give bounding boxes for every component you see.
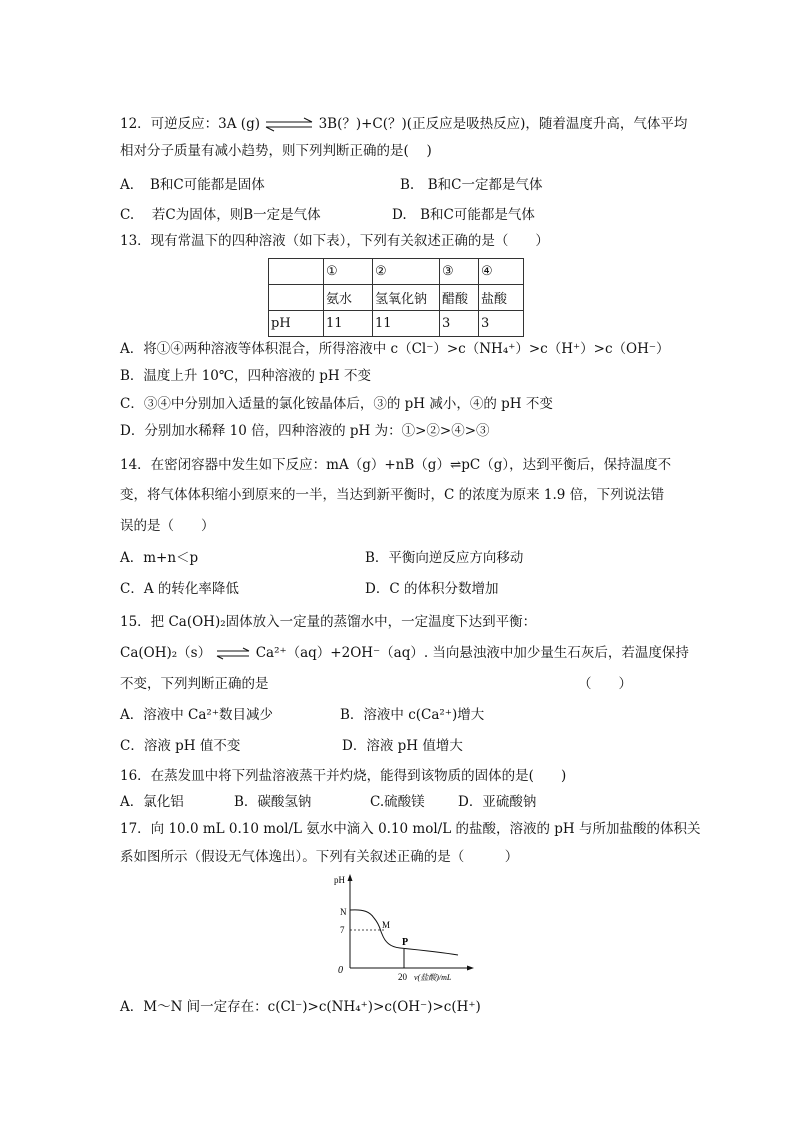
q15-equation-left: Ca(OH)₂（s） <box>120 645 212 661</box>
q12-stem-part2: 3B(？)+C(？)(正反应是吸热反应)，随着温度升高，气体平均 <box>318 116 688 132</box>
q12-stem-part1: 12．可逆反应：3A (g) <box>120 116 260 132</box>
q13-option-a: A．将①④两种溶液等体积混合，所得溶液中 c（Cl⁻）>c（NH₄⁺）>c（H⁺）>c（OH⁻） <box>120 341 670 357</box>
table-cell: ③ <box>440 259 479 285</box>
table-cell: 盐酸 <box>479 285 524 311</box>
y-axis-label: pH <box>334 875 345 885</box>
q14-option-c: C．A 的转化率降低 <box>120 581 239 597</box>
q13-stem: 13．现有常温下的四种溶液（如下表），下列有关叙述正确的是（ ） <box>120 233 549 249</box>
q14-option-b: B．平衡向逆反应方向移动 <box>365 550 524 566</box>
point-m-label: M <box>382 920 391 930</box>
q15-answer-paren: （ ） <box>578 676 632 692</box>
table-cell: ① <box>324 259 373 285</box>
q13-solution-table <box>268 258 524 337</box>
q15-line2 <box>120 644 689 662</box>
q14-option-d: D．C 的体积分数增加 <box>365 581 499 597</box>
table-cell: 3 <box>440 311 479 337</box>
x-tick-label: 20 <box>398 972 407 982</box>
q15-option-a: A．溶液中 Ca²⁺数目减少 <box>120 707 273 723</box>
q12-line1 <box>120 115 687 133</box>
table-row <box>269 311 524 337</box>
table-cell: 11 <box>373 311 440 337</box>
q14-option-a: A．m+n＜p <box>120 550 199 566</box>
q15-option-b: B．溶液中 c(Ca²⁺)增大 <box>340 707 485 723</box>
table-cell: pH <box>269 311 324 337</box>
q16-option-c: C.硫酸镁 <box>370 794 425 810</box>
titration-curve <box>350 910 458 955</box>
point-n-label: N <box>340 907 347 917</box>
titration-curve-figure <box>330 872 480 984</box>
origin-label: 0 <box>338 965 343 976</box>
q14-line1: 14．在密闭容器中发生如下反应：mA（g）+nB（g）⇌pC（g），达到平衡后，保持温度不 <box>120 457 672 473</box>
q15-option-c: C．溶液 pH 值不变 <box>120 738 241 754</box>
q12-line2: 相对分子质量有减小趋势，则下列判断正确的是( ) <box>120 143 432 159</box>
table-cell: 11 <box>324 311 373 337</box>
reversible-arrow-icon <box>215 647 251 661</box>
point-p-label: P <box>402 937 409 948</box>
q14-line2: 变，将气体体积缩小到原来的一半，当达到新平衡时，C 的浓度为原来 1.9 倍，下列说法错 <box>120 487 665 503</box>
table-cell: 氨水 <box>324 285 373 311</box>
q12-option-d: D. B和C可能都是气体 <box>392 207 535 223</box>
q16-option-a: A．氯化铝 <box>120 794 184 810</box>
y-tick-label: 7 <box>340 925 345 935</box>
q14-line3: 误的是（ ） <box>120 518 215 534</box>
x-axis-label: v(盐酸)/mL <box>414 973 452 982</box>
q17-line1: 17．向 10.0 mL 0.10 mol/L 氨水中滴入 0.10 mol/L 的盐酸，溶液的 pH 与所加盐酸的体积关 <box>120 821 701 837</box>
table-cell: 氢氧化钠 <box>373 285 440 311</box>
table-row <box>269 285 524 311</box>
q15-option-d: D．溶液 pH 值增大 <box>342 738 463 754</box>
x-axis-arrow-icon <box>467 966 474 971</box>
q17-option-a: A．M～N 间一定存在：c(Cl⁻)>c(NH₄⁺)>c(OH⁻)>c(H⁺) <box>120 999 481 1015</box>
table-cell: ④ <box>479 259 524 285</box>
table-cell: ② <box>373 259 440 285</box>
reversible-arrow-icon <box>264 117 314 133</box>
q12-option-c: C. 若C为固体，则B一定是气体 <box>120 207 321 223</box>
table-cell: 醋酸 <box>440 285 479 311</box>
q16-option-b: B．碳酸氢钠 <box>234 794 312 810</box>
q16-option-d: D．亚硫酸钠 <box>458 794 537 810</box>
q15-line3: 不变，下列判断正确的是 <box>120 676 269 692</box>
q12-option-b: B. B和C一定都是气体 <box>400 177 543 193</box>
q13-option-b: B．温度上升 10℃，四种溶液的 pH 不变 <box>120 368 371 384</box>
q13-option-d: D．分别加水稀释 10 倍，四种溶液的 pH 为：①>②>④>③ <box>120 423 490 439</box>
table-row <box>269 259 524 285</box>
q13-option-c: C．③④中分别加入适量的氯化铵晶体后，③的 pH 减小，④的 pH 不变 <box>120 396 553 412</box>
table-cell: 3 <box>479 311 524 337</box>
y-axis-arrow-icon <box>348 874 353 881</box>
q15-equation-right: Ca²⁺（aq）+2OH⁻（aq）. 当向悬浊液中加少量生石灰后，若温度保持 <box>255 645 689 661</box>
q15-line1: 15．把 Ca(OH)₂固体放入一定量的蒸馏水中，一定温度下达到平衡： <box>120 614 537 630</box>
q12-option-a: A． B和C可能都是固体 <box>120 177 265 193</box>
q16-stem: 16．在蒸发皿中将下列盐溶液蒸干并灼烧，能得到该物质的固体的是( ) <box>120 768 567 784</box>
q17-line2: 系如图所示（假设无气体逸出）。下列有关叙述正确的是（ ） <box>120 849 519 865</box>
